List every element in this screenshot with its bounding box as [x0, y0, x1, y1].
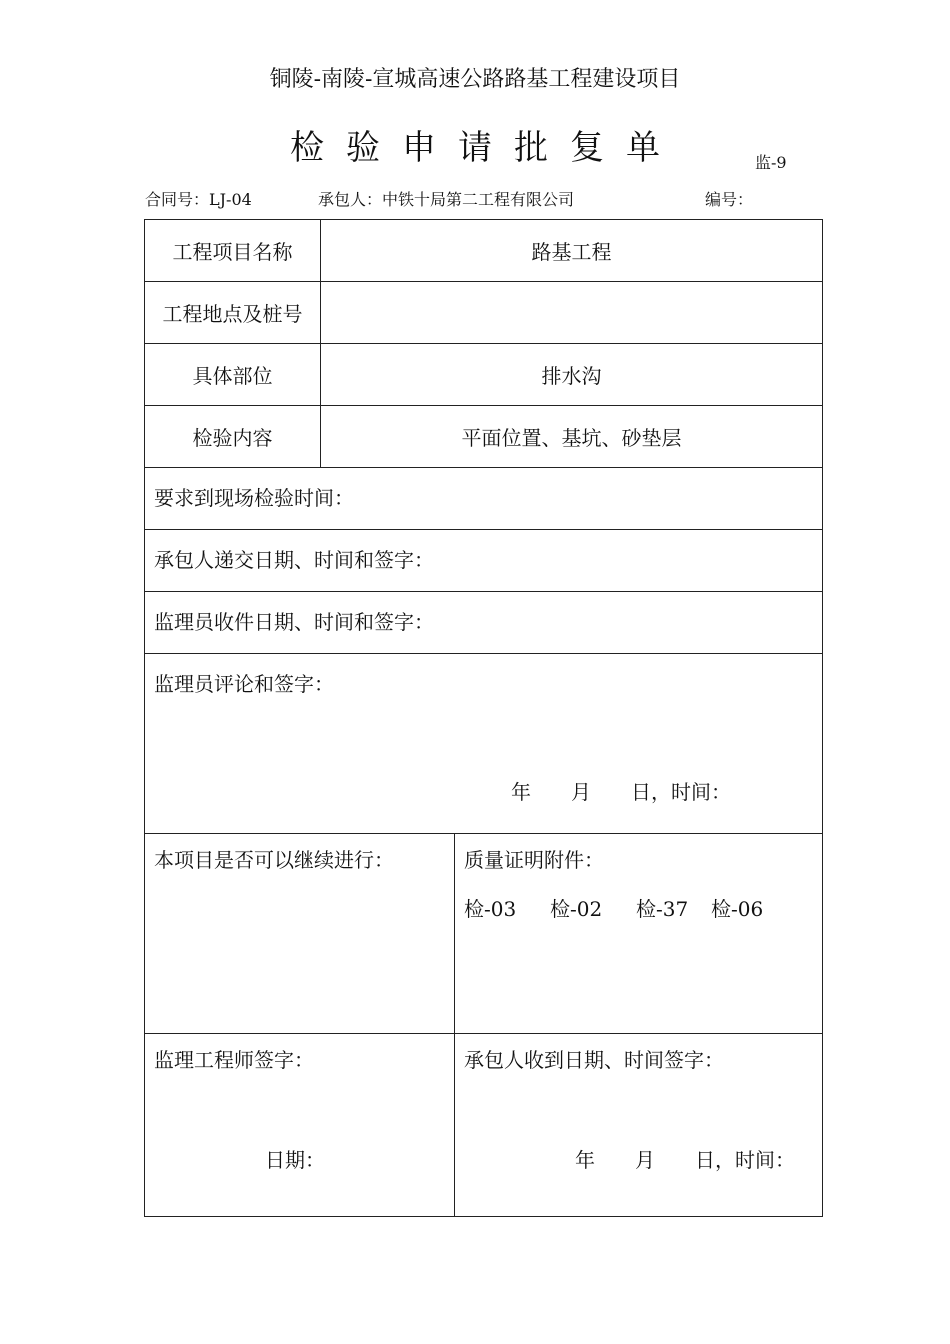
comment-label: 监理员评论和签字： [154, 672, 334, 696]
contract-number: 合同号：LJ-04 [145, 190, 252, 209]
row-comment [145, 654, 822, 834]
row-part [145, 344, 822, 406]
engineer-sign-cell[interactable] [145, 1034, 455, 1216]
continue-label: 本项目是否可以继续进行： [154, 848, 394, 872]
contractor-receive-cell[interactable] [455, 1034, 822, 1216]
location-value[interactable] [321, 282, 822, 343]
comment-date: 年 月 日，时间： [511, 780, 731, 804]
comment-cell[interactable] [145, 654, 822, 833]
attachment-item: 检-37 [636, 897, 689, 921]
content-label: 检验内容 [145, 406, 321, 467]
row-signatures [145, 1034, 822, 1216]
row-item-name [145, 220, 822, 282]
attachments-cell[interactable] [455, 834, 822, 1033]
item-name-label: 工程项目名称 [145, 220, 321, 281]
project-title: 铜陵-南陵-宣城高速公路路基工程建设项目 [269, 67, 681, 92]
continue-cell[interactable] [145, 834, 455, 1033]
contractor-name: 承包人：中铁十局第二工程有限公司 [318, 190, 575, 209]
attachment-item: 检-02 [550, 897, 603, 921]
form-title: 检验申请批复单 [290, 128, 682, 168]
inspection-form-table [144, 219, 823, 1217]
serial-number: 编号： [705, 190, 754, 209]
attachment-item: 检-06 [711, 897, 764, 921]
row-submit [145, 530, 822, 592]
attachment-item: 检-03 [464, 897, 517, 921]
row-location [145, 282, 822, 344]
attachments-label: 质量证明附件： [464, 848, 604, 872]
item-name-value[interactable]: 路基工程 [531, 240, 612, 264]
contractor-receive-label: 承包人收到日期、时间签字： [464, 1048, 724, 1072]
receive-label[interactable]: 监理员收件日期、时间和签字： [154, 610, 434, 634]
row-receive [145, 592, 822, 654]
part-label: 具体部位 [145, 344, 321, 405]
row-content [145, 406, 822, 468]
required-time-label[interactable]: 要求到现场检验时间： [154, 486, 354, 510]
contractor-date-label: 年 月 日，时间： [575, 1148, 795, 1172]
form-code: 监-9 [755, 153, 787, 172]
engineer-sign-label: 监理工程师签字： [154, 1048, 314, 1072]
row-continue [145, 834, 822, 1034]
location-label: 工程地点及桩号 [145, 282, 321, 343]
engineer-date-label: 日期： [265, 1148, 325, 1172]
part-value[interactable]: 排水沟 [541, 364, 602, 388]
row-required-time [145, 468, 822, 530]
submit-label[interactable]: 承包人递交日期、时间和签字： [154, 548, 434, 572]
content-value[interactable]: 平面位置、基坑、砂垫层 [461, 426, 682, 450]
